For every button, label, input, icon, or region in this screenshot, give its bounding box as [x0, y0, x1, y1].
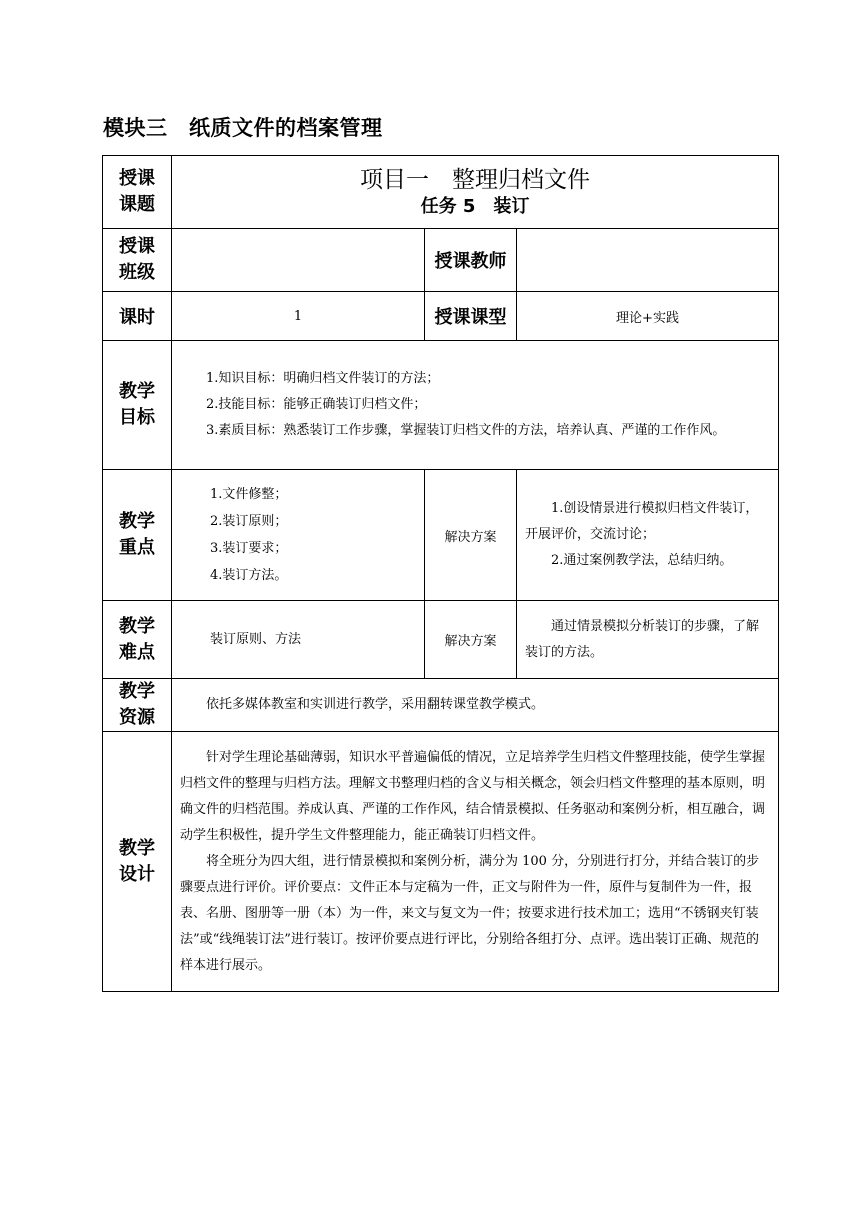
design-paragraph: 将全班分为四大组，进行情景模拟和案例分析，满分为 100 分，分别进行打分，并结合装订的步骤要点进行评价。评价要点：文件正本与定稿为一件，正文与附件为一件，原件与复制件为一件，报表、名册、图册等一册（本）为一件，来文与复文为一件；按要求进行技术加工；选用“不锈钢夹钉装法”或“线绳装订法”进行装订。按评价要点进行评比，分别给各组打分、点评。选出装订正确、规范的样本进行展示。 [180, 853, 760, 973]
label-goals: 教学 目标 [103, 341, 172, 470]
solution-item: 1.创设情景进行模拟归档文件装订，开展评价，交流讨论； [525, 501, 759, 542]
key-point-item: 2.装订原则； [210, 514, 288, 529]
key-points-solutions [517, 470, 779, 601]
label-resources: 教学 资源 [103, 679, 172, 732]
key-point-item: 1.文件修整； [210, 487, 288, 502]
row-goals [103, 341, 779, 470]
module-title: 模块三 纸质文件的档案管理 [103, 116, 383, 140]
lesson-plan-table [102, 155, 779, 992]
hours-value: 1 [172, 292, 425, 341]
label-class: 授课 班级 [103, 229, 172, 292]
solution-item: 2.通过案例教学法，总结归纳。 [551, 553, 733, 568]
project-title: 项目一 整理归档文件 [360, 167, 590, 193]
label-key-points: 教学 重点 [103, 470, 172, 601]
task-title: 任务 5 装订 [420, 196, 530, 217]
goal-item: 1.知识目标：明确归档文件装订的方法； [206, 371, 440, 386]
row-key-points [103, 470, 779, 601]
resources-content: 依托多媒体教室和实训进行教学，采用翻转课堂教学模式。 [206, 697, 545, 712]
difficulties-solution-cell [517, 601, 779, 679]
type-value: 理论+实践 [517, 292, 779, 341]
difficulties-content: 装订原则、方法 [172, 601, 425, 679]
class-value [172, 229, 425, 292]
resources-cell [172, 679, 779, 732]
design-paragraph: 针对学生理论基础薄弱，知识水平普遍偏低的情况，立足培养学生归档文件整理技能，使学生掌握归档文件的整理与归档方法。理解文书整理归档的含义与相关概念，领会归档文件整理的基本原则，明确文件的归档范围。养成认真、严谨的工作作风，结合情景模拟、任务驱动和案例分析，相互融合，调动学生积极性，提升学生文件整理能力，能正确装订归档文件。 [180, 749, 766, 843]
row-hours [103, 292, 779, 341]
label-topic: 授课 课题 [103, 156, 172, 229]
key-points-cell [172, 470, 425, 601]
teacher-label: 授课教师 [425, 229, 517, 292]
label-hours: 课时 [103, 292, 172, 341]
key-point-item: 4.装订方法。 [210, 568, 288, 583]
row-design [103, 732, 779, 992]
goal-item: 2.技能目标：能够正确装订归档文件； [206, 397, 427, 412]
label-design: 教学 设计 [103, 732, 172, 992]
key-points-solution-label: 解决方案 [425, 470, 517, 601]
topic-cell [172, 156, 779, 229]
row-resources [103, 679, 779, 732]
goals-cell [172, 341, 779, 470]
difficulties-solution: 通过情景模拟分析装订的步骤，了解装订的方法。 [525, 618, 760, 660]
design-cell [172, 732, 779, 992]
goal-item: 3.素质目标：熟悉装订工作步骤，掌握装订归档文件的方法，培养认真、严谨的工作作风。 [206, 423, 726, 438]
type-label: 授课课型 [425, 292, 517, 341]
teacher-value [517, 229, 779, 292]
row-topic [103, 156, 779, 229]
difficulties-solution-label: 解决方案 [425, 601, 517, 679]
key-point-item: 3.装订要求； [210, 541, 288, 556]
label-difficulties: 教学 难点 [103, 601, 172, 679]
row-class [103, 229, 779, 292]
row-difficulties [103, 601, 779, 679]
